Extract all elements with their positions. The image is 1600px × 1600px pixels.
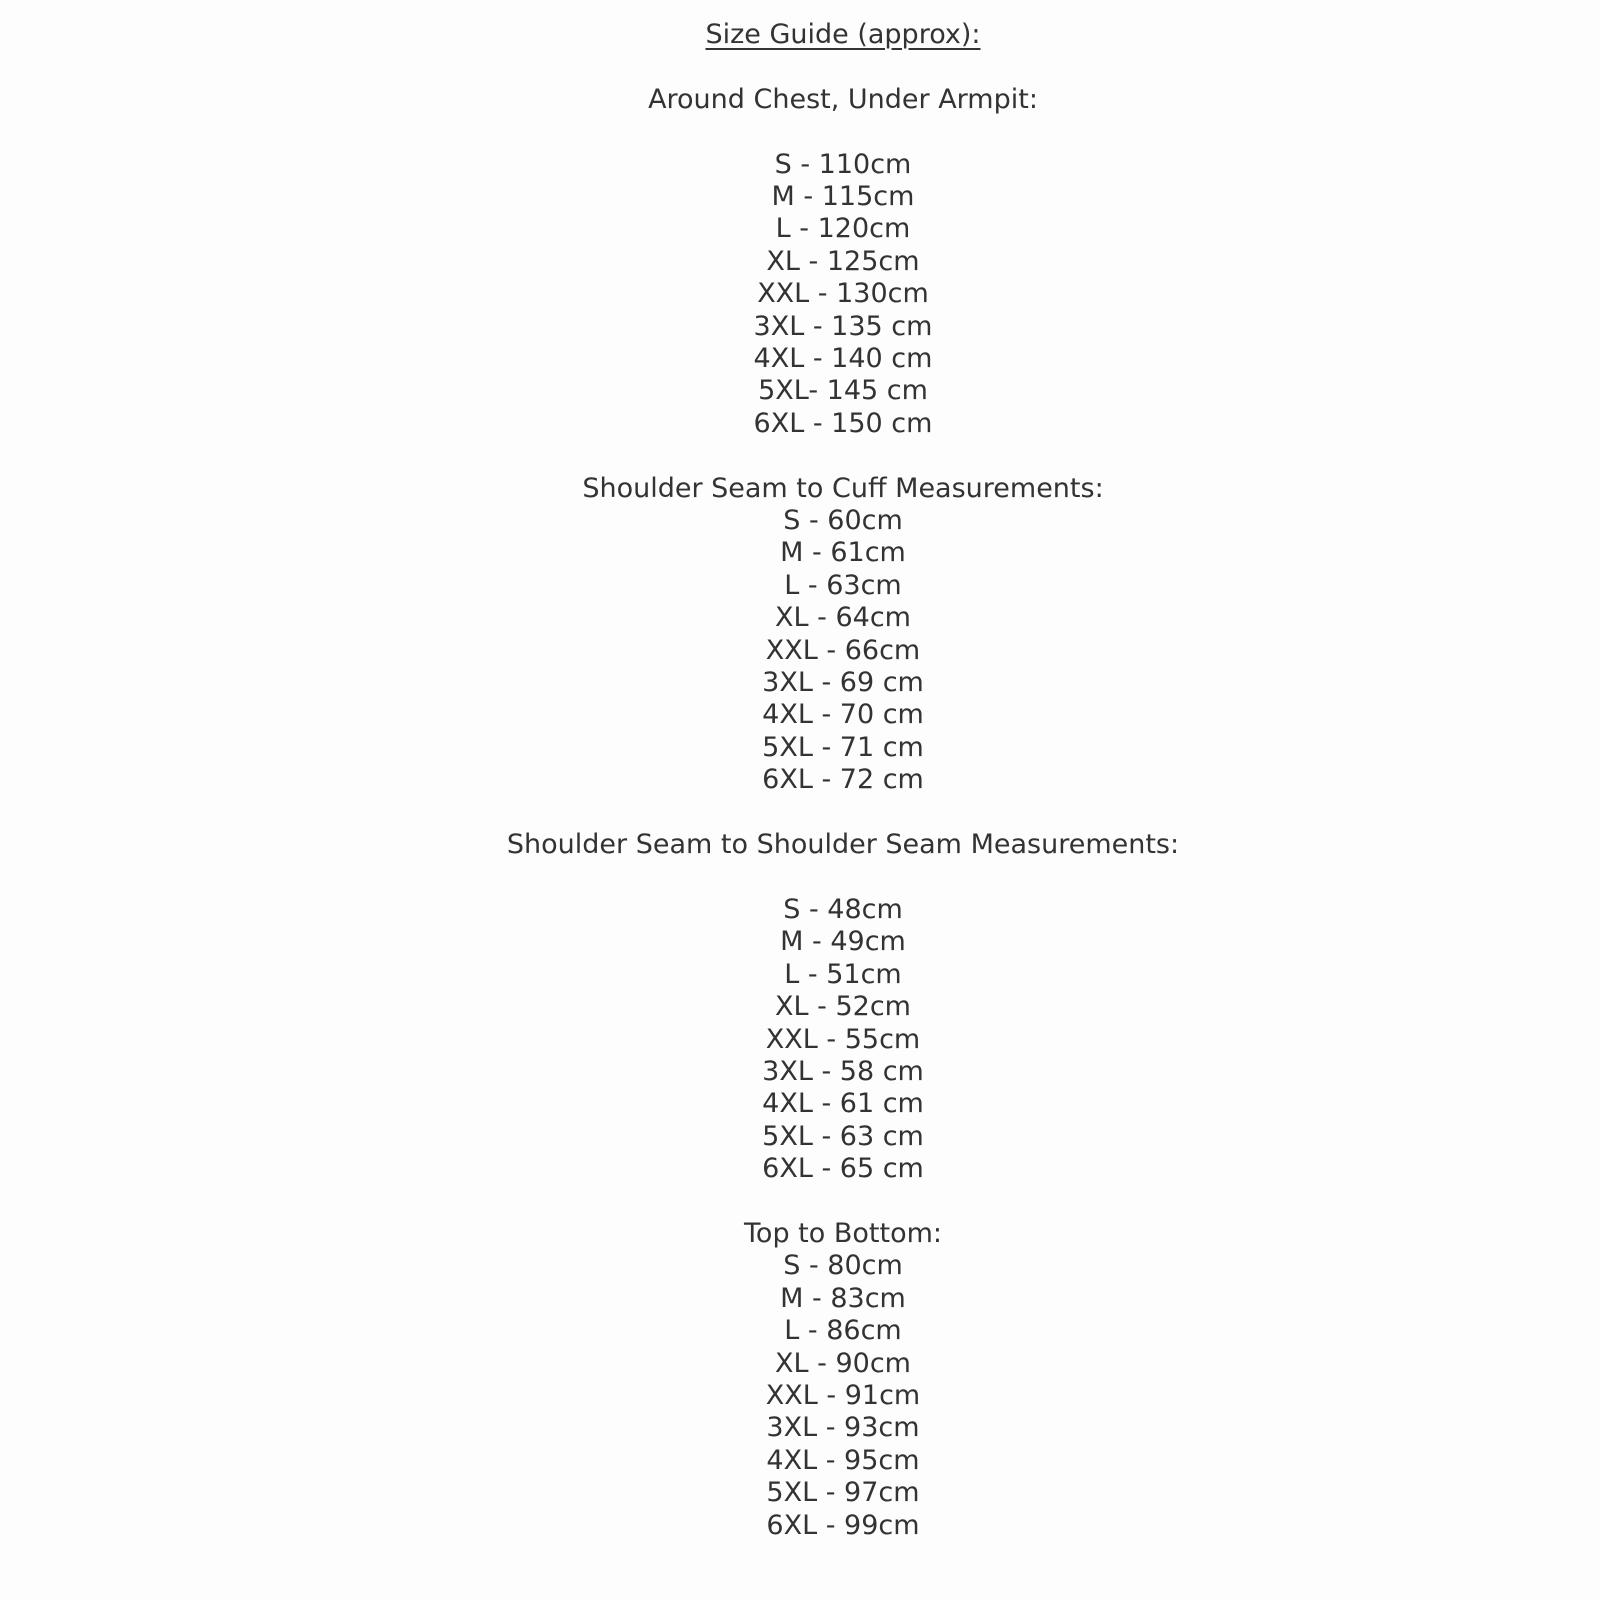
size-row: S - 60cm (783, 505, 903, 537)
size-row: XXL - 55cm (765, 1023, 921, 1055)
size-row: 5XL - 63 cm (762, 1120, 924, 1152)
size-row: XXL - 91cm (765, 1379, 921, 1411)
size-row: 4XL - 140 cm (753, 343, 933, 375)
size-row: XL - 64cm (775, 602, 911, 634)
size-section (86, 473, 1600, 797)
size-row: L - 51cm (784, 958, 902, 990)
section-heading: Around Chest, Under Armpit: (648, 83, 1038, 115)
size-sections-container (86, 84, 1600, 1542)
size-row: M - 115cm (771, 181, 915, 212)
size-row: S - 80cm (783, 1250, 903, 1282)
size-row: S - 48cm (783, 893, 903, 925)
size-row: XL - 125cm (766, 245, 920, 277)
size-row: 3XL - 69 cm (762, 667, 924, 699)
size-row: 6XL - 65 cm (762, 1153, 924, 1185)
size-row: 4XL - 70 cm (762, 699, 924, 731)
size-row: L - 86cm (784, 1315, 902, 1347)
size-row: XL - 90cm (775, 1347, 911, 1379)
section-heading: Shoulder Seam to Cuff Measurements: (582, 472, 1104, 504)
size-row: M - 83cm (780, 1282, 906, 1314)
size-section (86, 829, 1600, 1185)
size-section (86, 84, 1600, 440)
size-row: 6XL - 72 cm (762, 764, 924, 796)
size-row: 5XL - 97cm (766, 1477, 920, 1509)
size-row: 4XL - 61 cm (762, 1088, 924, 1120)
size-row: 6XL - 99cm (766, 1509, 920, 1541)
section-heading: Top to Bottom: (744, 1217, 942, 1249)
size-row: 6XL - 150 cm (753, 407, 933, 439)
size-row: XL - 52cm (775, 991, 911, 1023)
page-title: Size Guide (approx): (705, 19, 981, 50)
size-row: XXL - 130cm (757, 278, 929, 310)
section-heading: Shoulder Seam to Shoulder Seam Measurements: (506, 829, 1180, 861)
size-row: L - 63cm (784, 569, 902, 601)
size-row: 3XL - 93cm (766, 1412, 920, 1444)
size-row: XXL - 66cm (765, 634, 921, 666)
size-row: M - 49cm (780, 926, 906, 958)
size-row: M - 61cm (780, 537, 906, 569)
size-section (86, 1218, 1600, 1542)
size-row: 4XL - 95cm (766, 1444, 920, 1476)
size-row: L - 120cm (775, 213, 911, 245)
size-row: S - 110cm (774, 148, 912, 180)
size-row: 3XL - 58 cm (762, 1055, 924, 1087)
size-row: 3XL - 135 cm (753, 310, 933, 342)
size-row: 5XL - 71 cm (762, 731, 924, 763)
size-row: 5XL- 145 cm (758, 375, 928, 407)
